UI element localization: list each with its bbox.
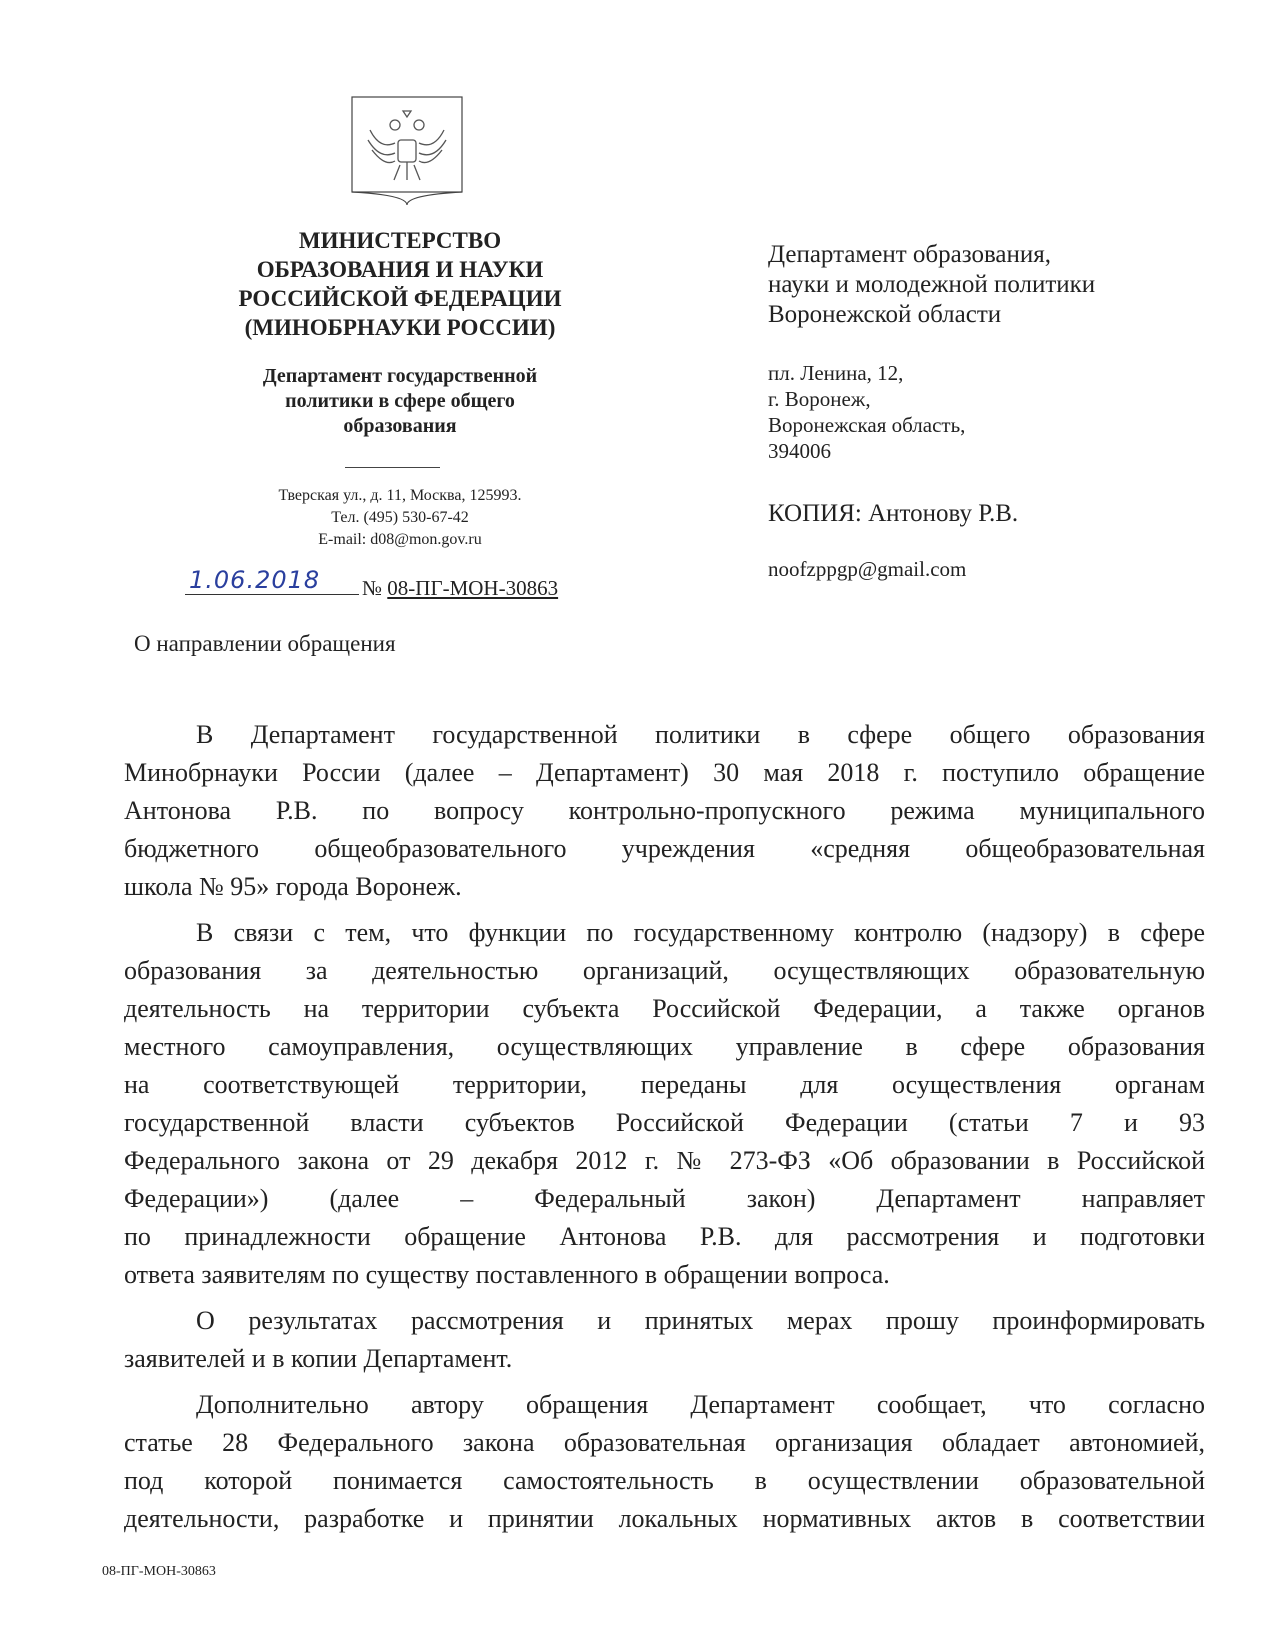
ministry-line: РОССИЙСКОЙ ФЕДЕРАЦИИ bbox=[238, 286, 562, 311]
text-line: заявителей и в копии Департамент. bbox=[124, 1344, 513, 1373]
divider bbox=[345, 467, 440, 468]
department-name bbox=[180, 364, 620, 439]
recipient-address-line: пл. Ленина, 12, bbox=[768, 361, 904, 385]
text-line: образования за деятельностью организаций, осуществляющих образовательную bbox=[124, 956, 1205, 985]
ministry-line: МИНИСТЕРСТВО bbox=[298, 228, 502, 253]
ministry-line: ОБРАЗОВАНИЯ И НАУКИ bbox=[256, 257, 544, 282]
text-line: Минобрнауки России (далее – Департамент) 30 мая 2018 г. поступило обращение bbox=[124, 758, 1205, 787]
phone-line: Тел. (495) 530-67-42 bbox=[331, 509, 469, 526]
recipient-line: науки и молодежной политики bbox=[768, 271, 1096, 298]
ministry-name bbox=[180, 226, 620, 342]
recipient-address bbox=[768, 360, 965, 464]
text-line: деятельности, разработке и принятии локальных нормативных актов в соответствии bbox=[124, 1504, 1205, 1533]
text-line: В Департамент государственной политики в сфере общего образования bbox=[196, 720, 1205, 749]
recipient-line: Воронежской области bbox=[768, 301, 1002, 328]
department-line: Департамент государственной bbox=[262, 365, 538, 387]
footer-reg-number: 08-ПГ-МОН-30863 bbox=[102, 1564, 216, 1579]
recipient-address-line: г. Воронеж, bbox=[768, 387, 871, 411]
paragraph bbox=[124, 716, 1205, 906]
text-line: Дополнительно автору обращения Департамент сообщает, что согласно bbox=[196, 1390, 1205, 1419]
text-line: Антонова Р.В. по вопросу контрольно-пропускного режима муниципального bbox=[124, 796, 1205, 825]
paragraph bbox=[124, 1386, 1205, 1538]
letter-body bbox=[124, 716, 1205, 1546]
text-line: под которой понимается самостоятельность в осуществлении образовательной bbox=[124, 1466, 1205, 1495]
coat-of-arms-emblem bbox=[350, 95, 464, 207]
recipient-address-line: Воронежская область, bbox=[768, 413, 966, 437]
copy-recipient: КОПИЯ: Антонову Р.В. bbox=[768, 500, 1019, 527]
text-line: бюджетного общеобразовательного учреждения «средняя общеобразовательная bbox=[124, 834, 1205, 863]
text-line: О результатах рассмотрения и принятых мерах прошу проинформировать bbox=[196, 1306, 1205, 1335]
number-sign: № bbox=[362, 576, 383, 600]
address-line: Тверская ул., д. 11, Москва, 125993. bbox=[278, 487, 522, 504]
handwritten-date: 1.06.2018 bbox=[185, 566, 359, 595]
email-line: E-mail: d08@mon.gov.ru bbox=[318, 531, 482, 548]
text-line: на соответствующей территории, переданы для осуществления органам bbox=[124, 1070, 1205, 1099]
paragraph bbox=[124, 914, 1205, 1294]
text-line: местного самоуправления, осуществляющих управление в сфере образования bbox=[124, 1032, 1205, 1061]
recipient-line: Департамент образования, bbox=[768, 241, 1052, 268]
department-line: политики в сфере общего bbox=[285, 390, 515, 412]
recipient-name bbox=[768, 240, 1095, 330]
paragraph bbox=[124, 1302, 1205, 1378]
ministry-line: (МИНОБРНАУКИ РОССИИ) bbox=[244, 315, 556, 340]
recipient-email: noofzppgp@gmail.com bbox=[768, 557, 967, 581]
registration-number bbox=[362, 576, 558, 601]
text-line: деятельность на территории субъекта Российской Федерации, а также органов bbox=[124, 994, 1205, 1023]
sender-address bbox=[180, 485, 620, 551]
reg-number-value: 08-ПГ-МОН-30863 bbox=[387, 576, 559, 600]
department-line: образования bbox=[343, 415, 457, 437]
text-line: государственной власти субъектов Российской Федерации (статьи 7 и 93 bbox=[124, 1108, 1205, 1137]
letter-subject: О направлении обращения bbox=[134, 631, 396, 656]
recipient-address-line: 394006 bbox=[768, 439, 831, 463]
text-line: школа № 95» города Воронеж. bbox=[124, 872, 462, 901]
text-line: статье 28 Федерального закона образовательная организация обладает автономией, bbox=[124, 1428, 1205, 1457]
text-line: В связи с тем, что функции по государственному контролю (надзору) в сфере bbox=[196, 918, 1205, 947]
text-line: Федерального закона от 29 декабря 2012 г. № 273-ФЗ «Об образовании в Российской bbox=[124, 1146, 1205, 1175]
text-line: Федерации») (далее – Федеральный закон) Департамент направляет bbox=[124, 1184, 1205, 1213]
text-line: ответа заявителям по существу поставленного в обращении вопроса. bbox=[124, 1260, 890, 1289]
text-line: по принадлежности обращение Антонова Р.В. для рассмотрения и подготовки bbox=[124, 1222, 1205, 1251]
